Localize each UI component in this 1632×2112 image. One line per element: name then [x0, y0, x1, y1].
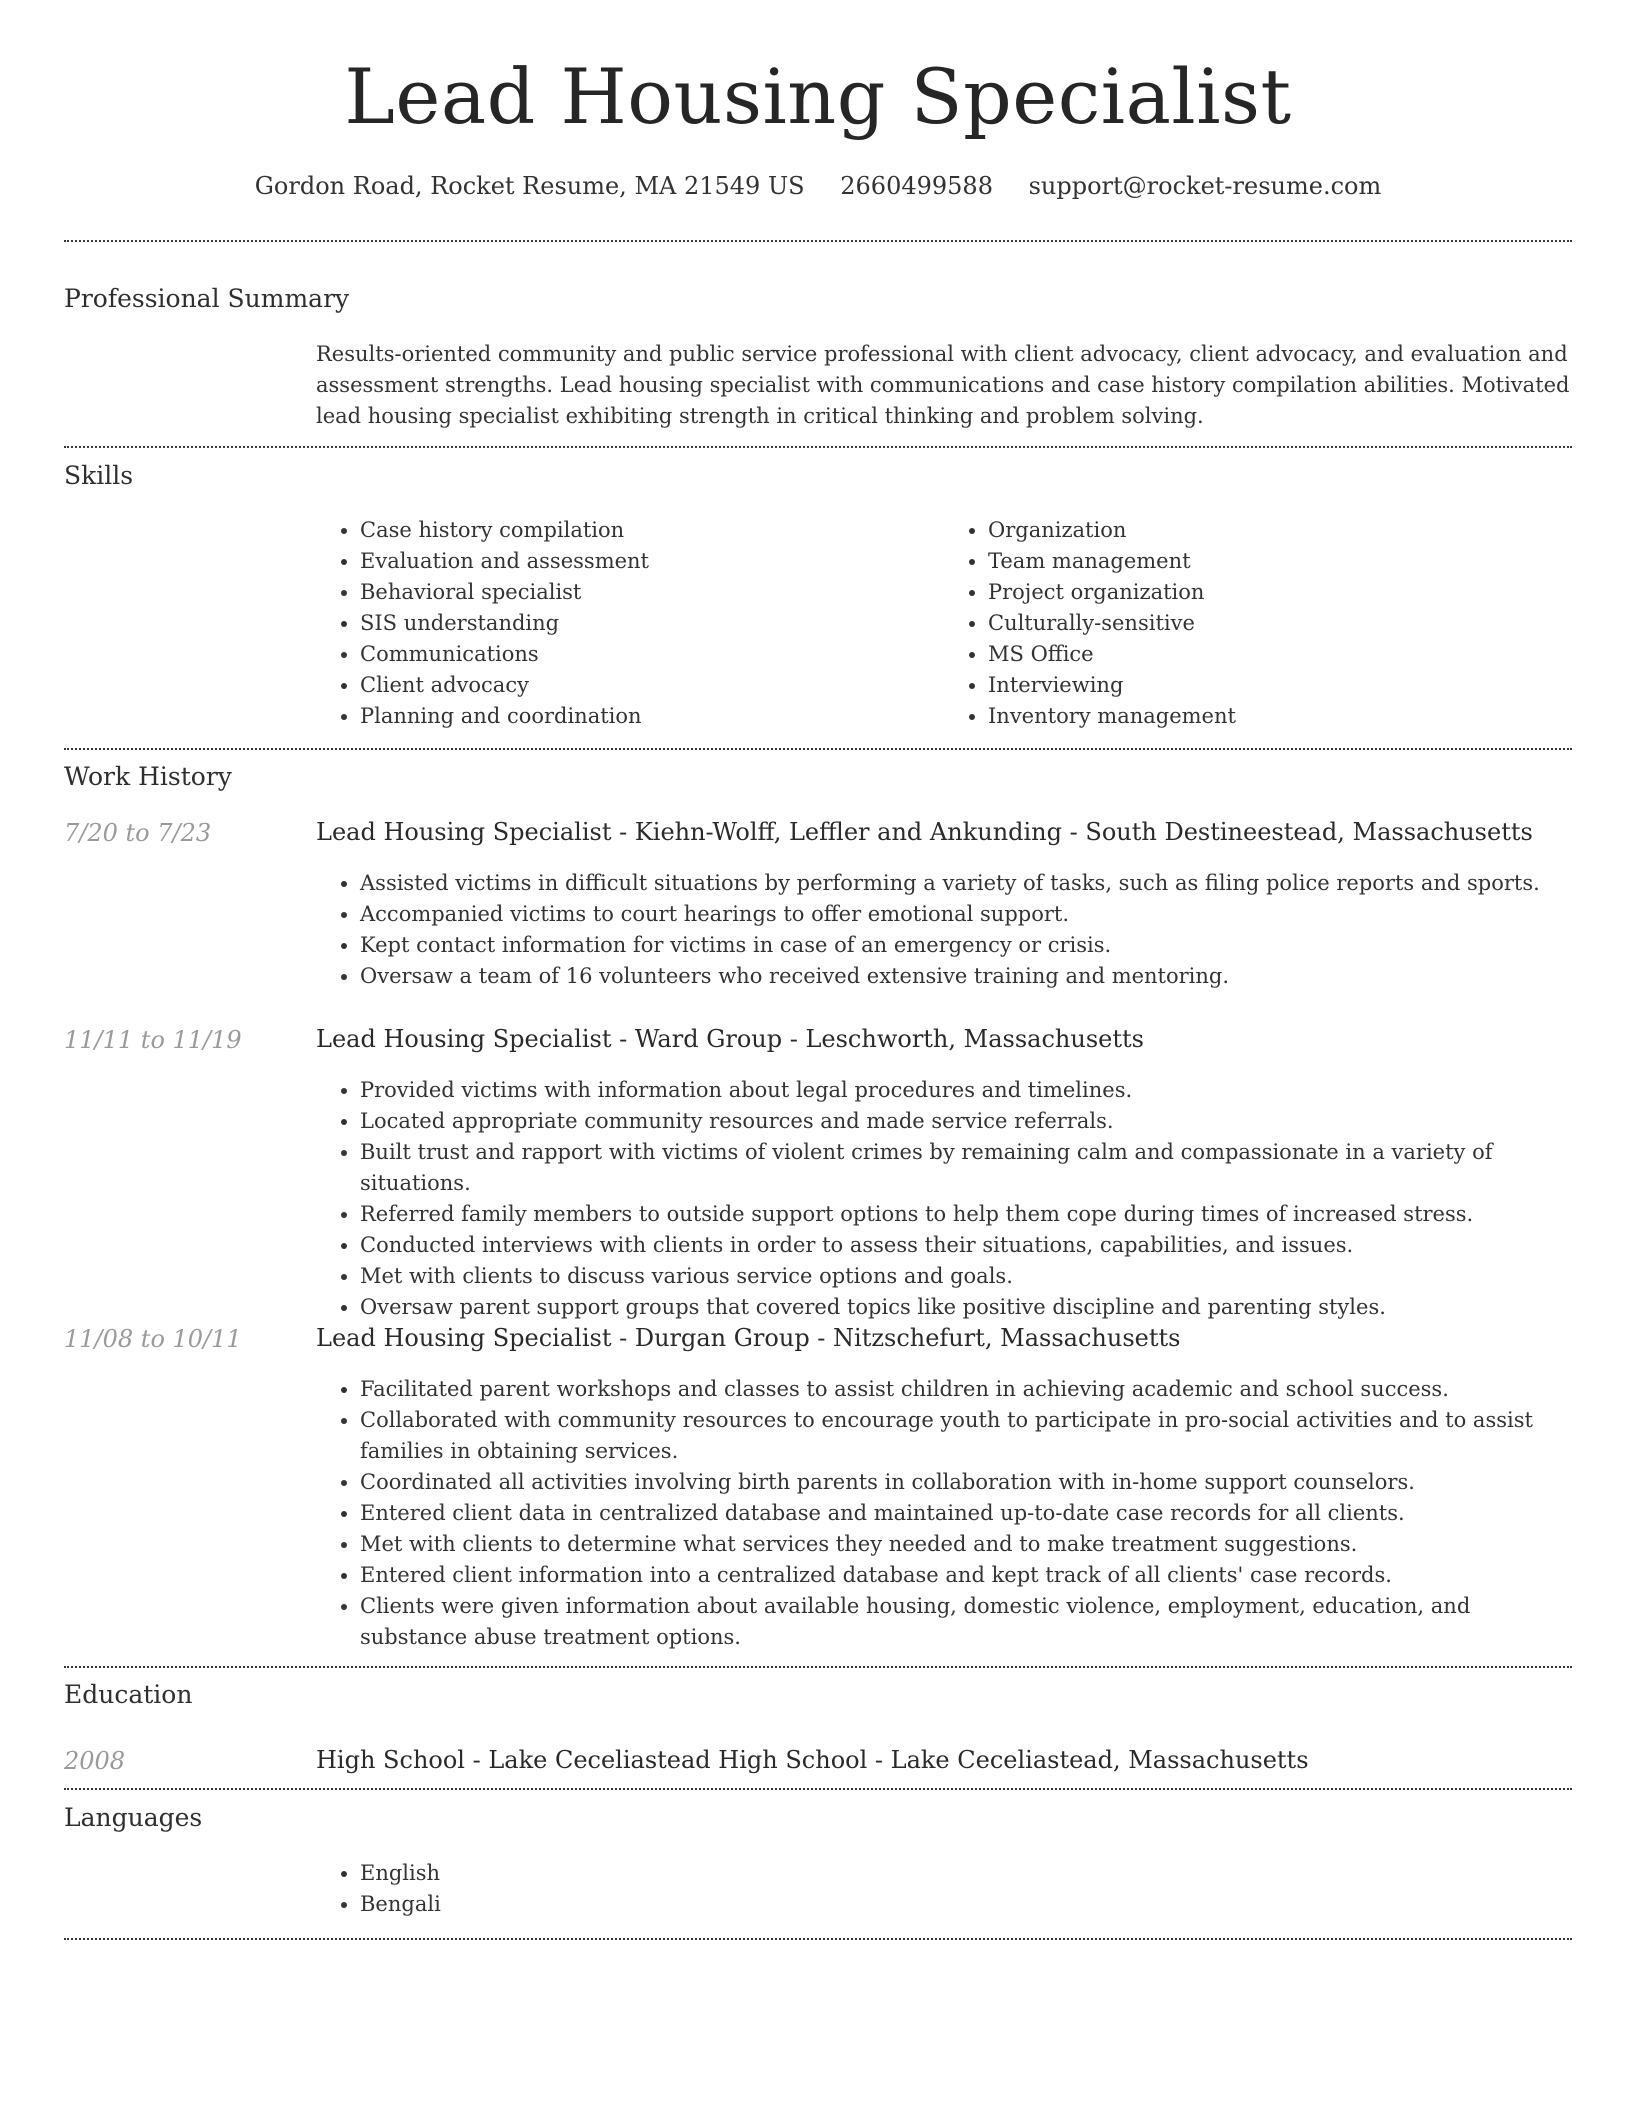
job-dates: 11/11 to 11/19 [64, 1026, 242, 1054]
skill-item: • Culturally-sensitive [988, 608, 1572, 639]
education-year: 2008 [64, 1747, 126, 1775]
job-bullet: • Provided victims with information about legal procedures and timelines. [360, 1075, 1572, 1106]
skill-item: • SIS understanding [360, 608, 944, 639]
job-bullet: • Oversaw a team of 16 volunteers who received extensive training and mentoring. [360, 961, 1572, 992]
job-bullet: • Built trust and rapport with victims of violent crimes by remaining calm and compassionate in a variety of situations. [360, 1137, 1572, 1199]
education-heading: Education [64, 1680, 193, 1709]
skills-section [316, 515, 1572, 732]
skill-item: • MS Office [988, 639, 1572, 670]
skill-item: • Interviewing [988, 670, 1572, 701]
skill-item: • Organization [988, 515, 1572, 546]
contact-address: Gordon Road, Rocket Resume, MA 21549 US [254, 172, 805, 200]
skill-item: • Case history compilation [360, 515, 944, 546]
job-bullet: • Entered client information into a centralized database and kept track of all clients' case records. [360, 1560, 1572, 1591]
job-bullet: • Kept contact information for victims in case of an emergency or crisis. [360, 930, 1572, 961]
divider [64, 748, 1572, 750]
summary-section [316, 339, 1572, 432]
job-bullet: • Met with clients to discuss various service options and goals. [360, 1261, 1572, 1292]
skill-item: • Communications [360, 639, 944, 670]
skill-item: • Team management [988, 546, 1572, 577]
education-heading-line: High School - Lake Ceceliastead High School - Lake Ceceliastead, Massachusetts [316, 1746, 1309, 1774]
job-dates: 7/20 to 7/23 [64, 819, 212, 847]
job-bullet: • Assisted victims in difficult situations by performing a variety of tasks, such as filing police reports and sports. [360, 868, 1572, 899]
job-bullets [316, 1075, 1572, 1323]
job-bullets [316, 1374, 1572, 1653]
contact-email: support@rocket-resume.com [1028, 172, 1382, 200]
job-bullet: • Facilitated parent workshops and classes to assist children in achieving academic and school success. [360, 1374, 1572, 1405]
job-heading: Lead Housing Specialist - Durgan Group - Nitzschefurt, Massachusetts [316, 1324, 1181, 1352]
skill-item: • Planning and coordination [360, 701, 944, 732]
skill-item: • Project organization [988, 577, 1572, 608]
job-bullet: • Located appropriate community resources and made service referrals. [360, 1106, 1572, 1137]
language-item: • English [360, 1858, 1572, 1889]
job-dates: 11/08 to 10/11 [64, 1325, 242, 1353]
divider [64, 1666, 1572, 1668]
divider [64, 1788, 1572, 1790]
job-bullet: • Met with clients to determine what services they needed and to make treatment suggestions. [360, 1529, 1572, 1560]
divider [64, 240, 1572, 242]
job-bullet: • Conducted interviews with clients in order to assess their situations, capabilities, and issues. [360, 1230, 1572, 1261]
job-heading: Lead Housing Specialist - Ward Group - Leschworth, Massachusetts [316, 1025, 1144, 1053]
languages-heading: Languages [64, 1803, 203, 1832]
divider [64, 1938, 1572, 1940]
job-bullet: • Entered client data in centralized database and maintained up-to-date case records for all clients. [360, 1498, 1572, 1529]
job-bullet: • Referred family members to outside support options to help them cope during times of increased stress. [360, 1199, 1572, 1230]
contact-phone: 2660499588 [840, 172, 993, 200]
job-bullet: • Oversaw parent support groups that covered topics like positive discipline and parenting styles. [360, 1292, 1572, 1323]
skills-list-right [944, 515, 1572, 732]
summary-heading: Professional Summary [64, 284, 350, 313]
language-item: • Bengali [360, 1889, 1572, 1920]
contact-line [64, 172, 1572, 200]
languages-list [316, 1858, 1572, 1920]
resume-name: Lead Housing Specialist [344, 52, 1292, 141]
skills-heading: Skills [64, 461, 134, 490]
job-bullets [316, 868, 1572, 992]
job-bullet: • Collaborated with community resources to encourage youth to participate in pro-social activities and to assist families in obtaining services. [360, 1405, 1572, 1467]
divider [64, 446, 1572, 448]
job-duties [316, 1374, 1572, 1653]
job-bullet: • Clients were given information about available housing, domestic violence, employment, education, and substance abuse treatment options. [360, 1591, 1572, 1653]
skills-list-left [316, 515, 944, 732]
job-bullet: • Accompanied victims to court hearings to offer emotional support. [360, 899, 1572, 930]
summary-text: Results-oriented community and public service professional with client advocacy, client advocacy, and evaluation and assessment strengths. Lead housing specialist with communications and case history compilation abilities. Motivated lead housing specialist exhibiting strength in critical thinking and problem solving. [316, 342, 1570, 428]
job-duties [316, 868, 1572, 992]
skill-item: • Client advocacy [360, 670, 944, 701]
skill-item: • Inventory management [988, 701, 1572, 732]
skill-item: • Evaluation and assessment [360, 546, 944, 577]
languages-section [316, 1858, 1572, 1920]
work-heading: Work History [64, 762, 232, 791]
job-heading: Lead Housing Specialist - Kiehn-Wolff, Leffler and Ankunding - South Destineestead, Massachusetts [316, 818, 1533, 846]
job-duties [316, 1075, 1572, 1323]
skill-item: • Behavioral specialist [360, 577, 944, 608]
job-bullet: • Coordinated all activities involving birth parents in collaboration with in-home support counselors. [360, 1467, 1572, 1498]
